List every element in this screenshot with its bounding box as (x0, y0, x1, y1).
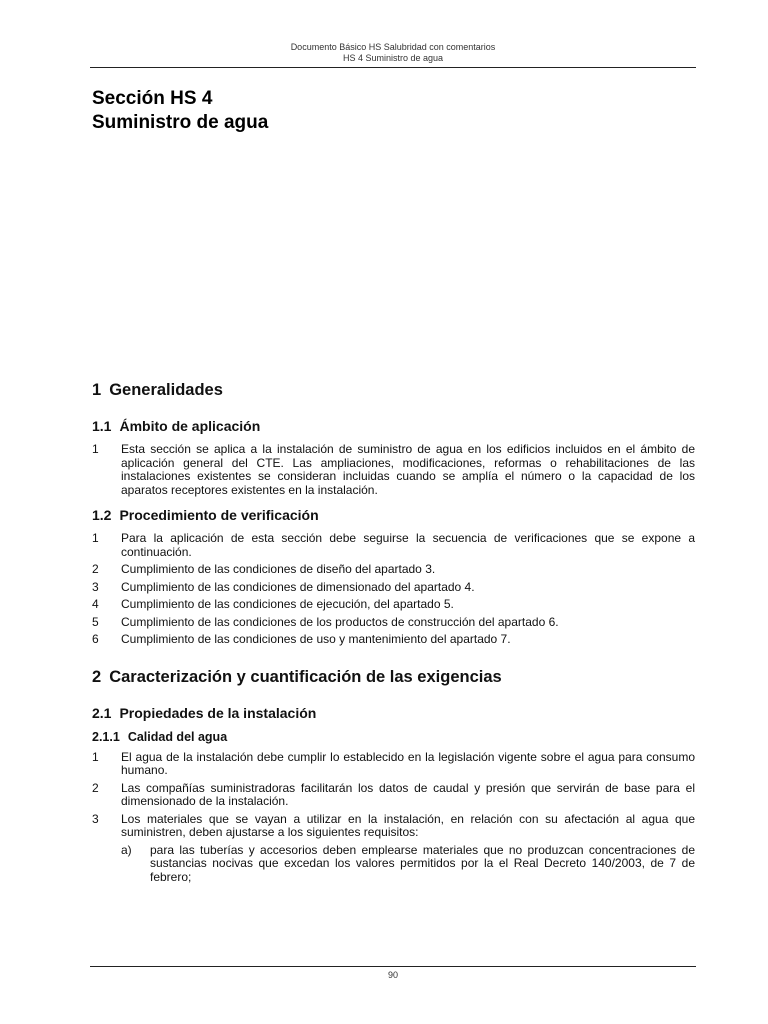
section-title-line-1: Sección HS 4 (92, 88, 213, 109)
item-number: 3 (92, 579, 99, 594)
item-text: Cumplimiento de las condiciones de los productos de construcción del apartado 6. (121, 614, 559, 629)
item-text: Para la aplicación de esta sección debe seguirse la secuencia de verificaciones que se expone a continuación. (121, 531, 695, 559)
item-text: El agua de la instalación debe cumplir lo establecido en la legislación vigente sobre el agua para consumo humano. (121, 749, 695, 777)
item-text: para las tuberías y accesorios deben emplearse materiales que no produzcan concentraciones de sustancias nocivas que excedan los valores permitidos por la el Real Decreto 140/2003, de 7 de febrero; (150, 842, 695, 884)
item-text: Cumplimiento de las condiciones de ejecución, del apartado 5. (121, 597, 454, 611)
heading-text: Propiedades de la instalación (119, 704, 317, 721)
heading-number: 1.1 (92, 418, 112, 434)
list-item (92, 813, 695, 840)
item-text: Esta sección se aplica a la instalación de suministro de agua en los edificios incluidos en el ámbito de aplicación general del CTE. Las ampliaciones, modificaciones, reformas o rehabilitaciones de las instalaciones existentes se consideran incluidas cuando se amplía el número o la capacidad de los aparatos receptores existentes en la instalación. (121, 442, 695, 497)
document-body (92, 380, 695, 888)
list-item (92, 563, 695, 577)
heading-calidad-agua (92, 730, 695, 745)
item-letter: a) (121, 842, 132, 857)
list-item (92, 581, 695, 595)
item-number: 1 (92, 442, 99, 456)
heading-text: Calidad del agua (127, 729, 228, 744)
item-number: 2 (92, 562, 99, 576)
list-item (92, 532, 695, 559)
item-number: 3 (92, 811, 99, 826)
sub-list-item (121, 844, 695, 885)
item-text: Las compañías suministradoras facilitarán los datos de caudal y presión que servirán de base para el dimensionado de la instalación. (121, 780, 695, 808)
item-number: 5 (92, 614, 99, 629)
heading-text: Ámbito de aplicación (119, 418, 261, 434)
item-number: 1 (92, 531, 99, 545)
heading-number: 1 (92, 381, 102, 399)
footer-rule (90, 966, 696, 967)
list-item (92, 782, 695, 809)
header-rule (90, 67, 696, 68)
list-item (92, 616, 695, 630)
list-item (92, 751, 695, 778)
item-text: Cumplimiento de las condiciones de uso y mantenimiento del apartado 7. (121, 632, 511, 646)
heading-caracterizacion (92, 667, 695, 687)
item-number: 2 (92, 780, 99, 795)
heading-number: 2.1.1 (92, 729, 120, 744)
heading-propiedades (92, 705, 695, 722)
item-text: Cumplimiento de las condiciones de dimensionado del apartado 4. (121, 579, 475, 594)
heading-procedimiento (92, 507, 695, 524)
header-line-2: HS 4 Suministro de agua (342, 53, 444, 63)
item-text: Cumplimiento de las condiciones de diseño del apartado 3. (121, 562, 436, 576)
section-title-line-2: Suministro de agua (92, 112, 269, 133)
heading-number: 2.1 (92, 704, 112, 721)
heading-number: 1.2 (92, 507, 112, 523)
heading-text: Procedimiento de verificación (119, 507, 319, 523)
list-item (92, 598, 695, 612)
item-text: Los materiales que se vayan a utilizar en la instalación, en relación con su afectación al agua que suministren, deben ajustarse a los siguientes requisitos: (121, 811, 695, 839)
item-number: 6 (92, 632, 99, 646)
section-title (92, 87, 268, 135)
heading-generalidades (92, 380, 695, 400)
item-number: 1 (92, 749, 99, 764)
heading-ambito (92, 418, 695, 435)
list-item (92, 633, 695, 647)
running-header (90, 42, 696, 64)
heading-text: Generalidades (109, 381, 223, 399)
heading-text: Caracterización y cuantificación de las exigencias (109, 667, 502, 686)
list-item (92, 443, 695, 497)
header-line-1: Documento Básico HS Salubridad con comentarios (290, 42, 496, 52)
page-number: 90 (387, 970, 398, 980)
heading-number: 2 (92, 667, 102, 686)
item-number: 4 (92, 597, 99, 611)
